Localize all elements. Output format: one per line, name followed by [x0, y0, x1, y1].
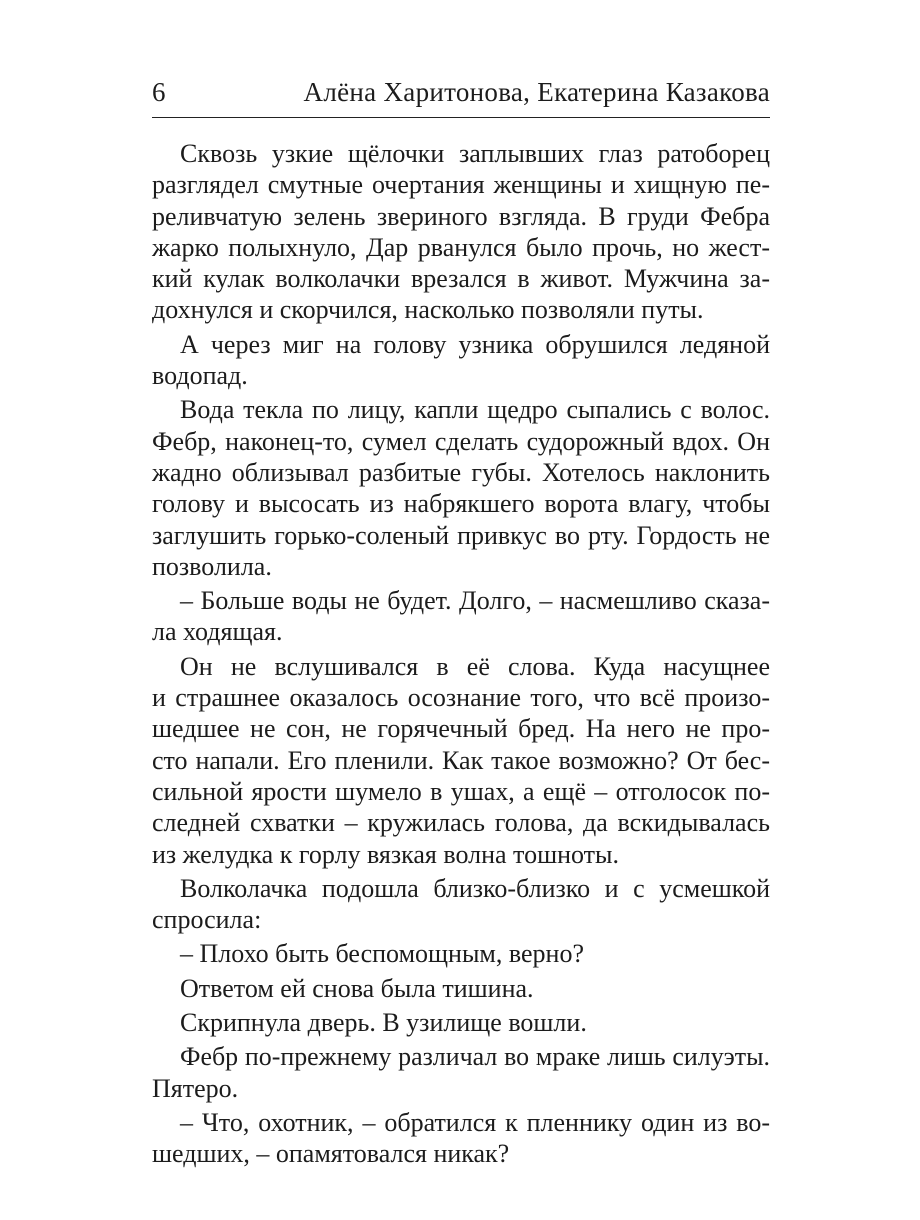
text-line: сильной ярости шумело в ушах, а ещё – отголосок по-	[152, 776, 770, 806]
text-line: водопад.	[152, 361, 248, 391]
paragraph	[152, 973, 770, 1004]
text-line: шедшее не сон, не горячечный бред. На него не про-	[152, 714, 770, 744]
running-title: Алёна Харитонова, Екатерина Казакова	[303, 77, 770, 107]
text-line: Фебр, наконец-то, сумел сделать судорожный вдох. Он	[152, 426, 770, 456]
page-number: 6	[152, 77, 166, 107]
text-line: Ответом ей снова была тишина.	[180, 973, 534, 1003]
text-line: Волколачка подошла близко-близко и с усмешкой	[180, 873, 770, 903]
header-divider	[152, 117, 770, 118]
text-line: – Что, охотник, – обратился к пленнику один из во-	[180, 1107, 770, 1137]
paragraph	[152, 938, 770, 969]
paragraph	[152, 138, 770, 326]
text-line: реливчатую зелень звериного взгляда. В груди Фебра	[152, 201, 770, 231]
paragraph	[152, 394, 770, 582]
text-line: А через миг на голову узника обрушился ледяной	[180, 329, 770, 359]
text-line: Скрипнула дверь. В узилище вошли.	[180, 1008, 587, 1038]
running-head	[152, 72, 770, 112]
text-line: – Больше воды не будет. Долго, – насмешливо сказа-	[180, 586, 770, 616]
text-line: заглушить горько-соленый привкус во рту. Гордость не	[152, 520, 770, 550]
text-line: жадно облизывал разбитые губы. Хотелось наклонить	[152, 457, 770, 487]
text-line: разглядел смутные очертания женщины и хищную пе-	[152, 170, 770, 200]
body-text	[152, 138, 770, 1170]
paragraph	[152, 585, 770, 648]
paragraph	[152, 1041, 770, 1104]
paragraph	[152, 1107, 770, 1170]
text-line: ла ходящая.	[152, 617, 283, 647]
text-line: голову и высосать из набрякшего ворота влагу, чтобы	[152, 489, 770, 519]
paragraph	[152, 1007, 770, 1038]
text-line: позволила.	[152, 551, 272, 581]
text-line: из желудка к горлу вязкая волна тошноты.	[152, 839, 619, 869]
text-line: Фебр по-прежнему различал во мраке лишь силуэты.	[180, 1042, 770, 1072]
text-line: Пятеро.	[152, 1073, 239, 1103]
text-line: следней схватки – кружилась голова, да вскидывалась	[152, 808, 770, 838]
text-line: кий кулак волколачки врезался в живот. Мужчина за-	[152, 264, 770, 294]
text-line: спросила:	[152, 905, 262, 935]
text-line: – Плохо быть беспомощным, верно?	[180, 939, 584, 969]
text-line: Он не вслушивался в её слова. Куда насущнее	[180, 651, 770, 681]
text-line: шедших, – опамятовался никак?	[152, 1139, 510, 1169]
paragraph	[152, 329, 770, 392]
text-line: жарко полыхнуло, Дар рванулся было прочь, но жест-	[152, 232, 770, 262]
text-line: Вода текла по лицу, капли щедро сыпались с волос.	[180, 395, 770, 425]
paragraph	[152, 873, 770, 936]
text-line: Сквозь узкие щёлочки заплывших глаз ратоборец	[180, 139, 770, 168]
text-line: и страшнее оказалось осознание того, что всё произо-	[152, 683, 770, 713]
text-line: дохнулся и скорчился, насколько позволяли путы.	[152, 295, 704, 325]
paragraph	[152, 651, 770, 870]
text-line: сто напали. Его пленили. Как такое возможно? От бес-	[152, 745, 770, 775]
